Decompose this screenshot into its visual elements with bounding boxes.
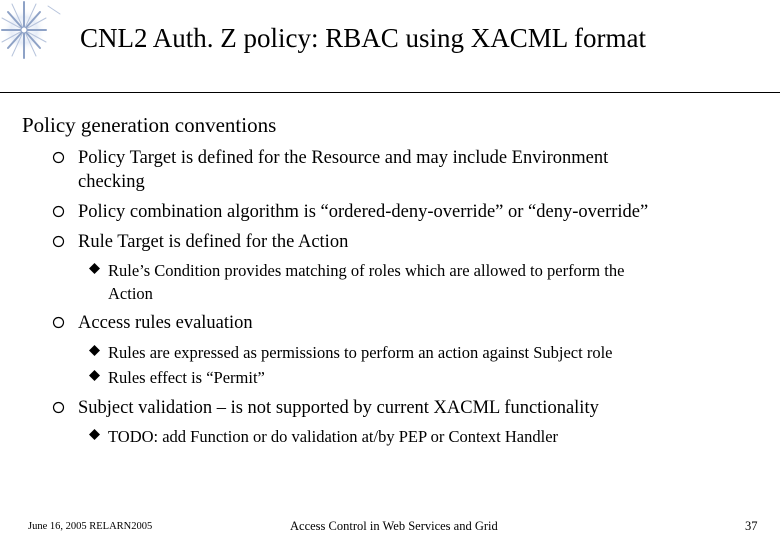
bullet-text: Subject validation – is not supported by current XACML functionality (78, 398, 599, 418)
subbullet-rule-condition (108, 259, 624, 305)
bullet-text: Rule’s Condition provides matching of roles which are allowed to perform the (108, 261, 625, 280)
section-heading: Policy generation conventions (22, 113, 277, 137)
hollow-circle-bullet-icon (52, 401, 65, 414)
footer-title: Access Control in Web Services and Grid (290, 519, 498, 533)
starburst-logo-icon (0, 0, 62, 66)
bullet-text-cont: Action (108, 284, 153, 303)
bullet-combination-algorithm (78, 200, 648, 224)
diamond-bullet-icon (89, 429, 100, 440)
bullet-subject-validation (78, 396, 599, 420)
page-number: 37 (745, 519, 758, 533)
hollow-circle-bullet-icon (52, 235, 65, 248)
title-divider (0, 92, 780, 93)
subbullet-rules-effect (108, 366, 265, 389)
bullet-text: TODO: add Function or do validation at/by PEP or Context Handler (108, 427, 559, 446)
footer-date: June 16, 2005 RELARN2005 (28, 521, 153, 532)
slide-title: CNL2 Auth. Z policy: RBAC using XACML format (80, 23, 646, 53)
subbullet-todo (108, 425, 558, 448)
bullet-text: Rule Target is defined for the Action (78, 232, 349, 252)
bullet-rule-target (78, 230, 348, 254)
hollow-circle-bullet-icon (52, 316, 65, 329)
bullet-access-rules (78, 311, 253, 335)
bullet-text: Policy Target is defined for the Resource and may include Environment (78, 148, 609, 168)
bullet-policy-target (78, 146, 608, 194)
bullet-text: Rules effect is “Permit” (108, 368, 265, 387)
subbullet-rules-permissions (108, 341, 612, 364)
bullet-text: Rules are expressed as permissions to perform an action against Subject role (108, 343, 613, 362)
hollow-circle-bullet-icon (52, 151, 65, 164)
bullet-text-cont: checking (78, 172, 145, 192)
diamond-bullet-icon (89, 263, 100, 274)
diamond-bullet-icon (89, 345, 100, 356)
bullet-text: Access rules evaluation (78, 313, 253, 333)
bullet-text: Policy combination algorithm is “ordered-deny-override” or “deny-override” (78, 202, 649, 222)
hollow-circle-bullet-icon (52, 205, 65, 218)
diamond-bullet-icon (89, 370, 100, 381)
